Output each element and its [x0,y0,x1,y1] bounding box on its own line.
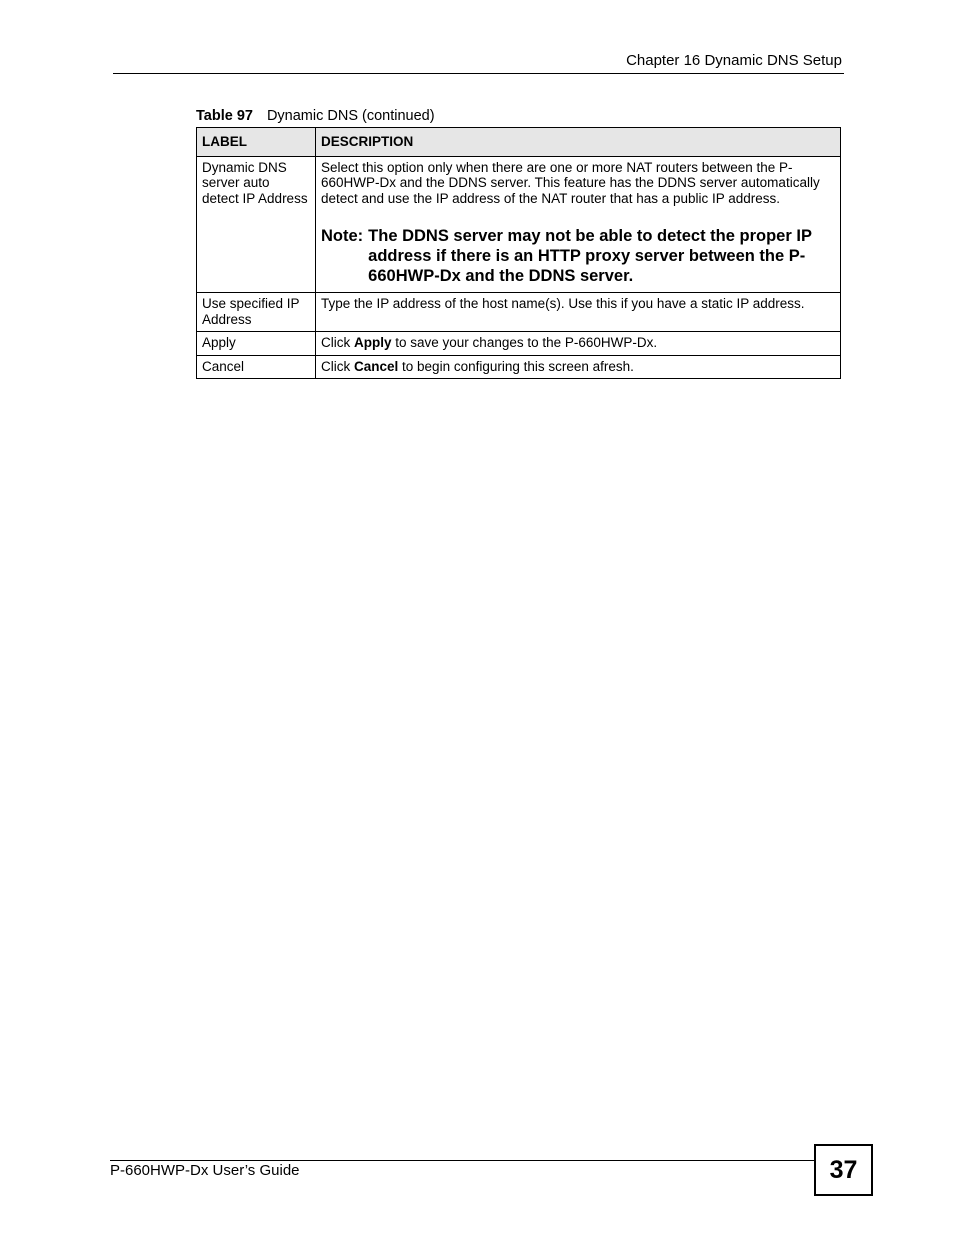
chapter-header: Chapter 16 Dynamic DNS Setup [626,52,842,69]
guide-title: P-660HWP-Dx User’s Guide [110,1162,300,1179]
table-caption [196,108,435,124]
table-header-row [197,128,841,157]
row-description [316,355,841,379]
note-block [321,226,835,286]
row-description [316,332,841,356]
row-description: Type the IP address of the host name(s). Use this if you have a static IP address. [316,293,841,332]
row-description [316,156,841,293]
column-header-description: DESCRIPTION [316,128,841,157]
table-row [197,355,841,379]
desc-prefix: Click [321,358,354,374]
column-header-label: LABEL [197,128,316,157]
page-number: 37 [814,1144,873,1196]
row-label: Dynamic DNS server auto detect IP Address [197,156,316,293]
desc-suffix: to begin configuring this screen afresh. [398,358,634,374]
row-label: Apply [197,332,316,356]
table-caption-number: Table 97 [196,108,253,124]
table-row [197,332,841,356]
desc-suffix: to save your changes to the P-660HWP-Dx. [391,335,658,350]
row-description-text: Select this option only when there are one or more NAT routers between the P-660HWP-Dx and the DDNS server. This feature has the DDNS server automatically detect and use the IP address of the NAT router that has a public IP address. [321,159,820,206]
footer-rule [110,1160,814,1161]
row-label: Use specified IP Address [197,293,316,332]
row-label: Cancel [197,355,316,379]
table-caption-title: Dynamic DNS (continued) [266,108,435,124]
desc-prefix: Click [321,335,354,350]
desc-bold: Cancel [354,358,399,374]
dynamic-dns-table [196,127,841,379]
note-label: Note: [321,227,364,245]
table-row [197,156,841,293]
note-text: The DDNS server may not be able to detect the proper IP address if there is an HTTP proxy server between the P-660HWP-Dx and the DDNS server. [368,227,812,285]
header-rule [113,73,844,74]
desc-bold: Apply [354,335,392,350]
table-row [197,293,841,332]
